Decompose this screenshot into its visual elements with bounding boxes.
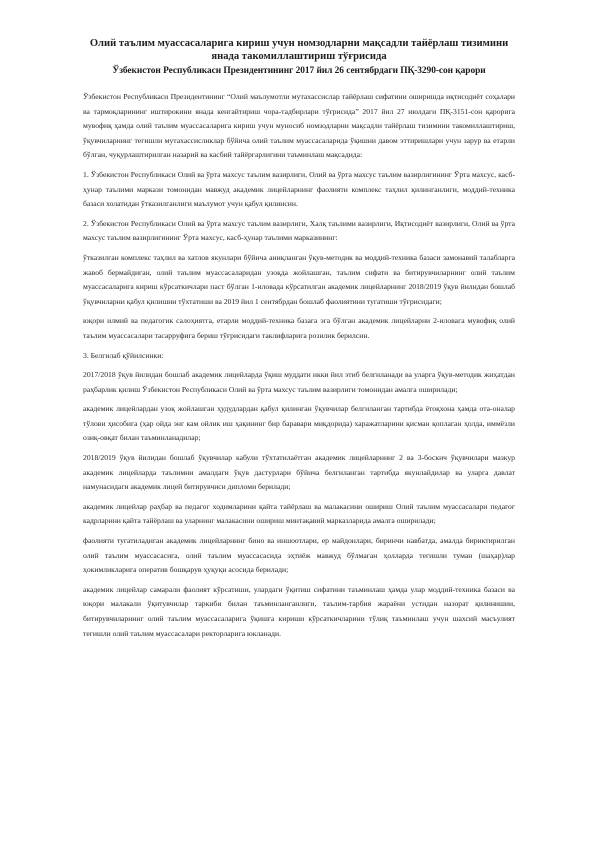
paragraph-item-3-clause-b: академик лицейлардан узоқ жойлашган ҳудудлардан қабул қилинган ўқувчилар белгиланган тартибда ётоқхона ҳамда ота-оналар тўлови ҳисобига (ҳар ойда энг кам ойлик иш ҳақининг бир баравари миқдорида) харажатларини қисман қоплаган ҳолда, иммёзли озиқ-овқат билан таъминланадилар; <box>83 404 515 443</box>
paragraph-item-2: 2. Ўзбекистон Республикаси Олий ва ўрта махсус таълим вазирлиги, Халқ таълими вазирлиги, Иқтисодиёт вазирлиги, Олий ва ўрта махсус таълим вазирлигининг Ўрта махсус, касб-ҳунар таълими марказининг: <box>83 218 515 243</box>
document-subtitle: Ўзбекистон Республикаси Президентининг 2017 йил 26 сентябрдаги ПҚ-3290-сон қарори <box>112 66 486 76</box>
paragraph-preamble: Ўзбекистон Республикаси Президентининг “Олий маълумотли мутахассислар тайёрлаш сифатини оширишда иқтисодиёт соҳалари ва тармоқларининг иштирокини янада кенгайтириш чора-тадбирлари тўғрисида” 2017 йил 27 июлдаги ПҚ-3151-сон қарорига мувофиқ ҳамда олий таълим муассасаларига кириш учун муносиб номзодларни мақсадли тайёрлаш тизимини такомиллаштириш, ўқувчиларнинг тегишли мутахассисликлар бўйича олий таълим муассасаларида ўқишни давом эттиришлари учун зарур ва етарли бўлган, чуқурлаштирилган назарий ва касбий тайёргарлигини таъминлаш мақсадида: <box>83 92 515 160</box>
paragraph-item-3-clause-d: академик лицейлар раҳбар ва педагог ходимларини қайта тайёрлаш ва малакасини ошириш Олий таълим муассасалари педагог кадрларини қайта тайёрлаш ва уларнинг малакасини ошириш минтақавий марказларида амалга оширилади; <box>83 501 515 526</box>
paragraph-item-3-clause-a: 2017/2018 ўқув йилидан бошлаб академик лицейларда ўқиш муддати икки йил этиб белгиланади ва уларга ўқув-методик жиҳатдан раҳбарлик қилиш Ўзбекистон Республикаси Олий ва ўрта махсус таълим вазирлиги томонидан амалга оширилади; <box>83 370 515 394</box>
paragraph-item-3-clause-f: академик лицейлар самарали фаолият кўрсатиши, улардаги ўқитиш сифатини таъминлаш ҳамда улар моддий-техника базаси ва юқори малакали ўқитувчилар таркиби билан таъминланганлиги, таълим-тарбия жараёни устидан назорат қилинишии, битирувчиларнинг олий таълим муассасаларига ўқишга кириши кўрсаткичларини тўлиқ таъминлаш учун шахсий масъулият тегишли олий таълим муассасалари ректорларига юкланади. <box>83 584 515 638</box>
paragraph-item-2-clause-a: ўтказилган комплекс таҳлил ва хатлов якунлари бўйича аниқланган ўқув-методик ва моддий-техника базаси замонавий талабларга жавоб бермайдиган, олий таълим муассасаларидан узоқда жойлашган, таълим сифати ва битирувчиларнинг олий таълим муассасаларига кириш кўрсаткичлари паст бўлган 1-иловада кўрсатилган академик лицейларнинг 2018/2019 ўқув йилидан бошлаб ўқувчиларни қабул қилишни тўхтатиши ва 2019 йил 1 сентябрдан бошлаб фаолиятини тугатиши тўғрисидаги; <box>83 252 515 306</box>
paragraph-item-3-clause-e: фаолияти тугатиладиган академик лицейларнинг бино ва иншоотлари, ер майдонлари, биринчи навбатда, амалда бириктирилган олий таълим муассасасига, олий таълим муассасасида эҳтиёж мавжуд бўлмаган ҳолларда тегишли туман (шаҳар)лар ҳокимликларига оператив бошқарув ҳуқуқи асосида берилади; <box>83 536 515 575</box>
document-page <box>83 38 515 646</box>
paragraph-item-3-clause-c: 2018/2019 ўқув йилидан бошлаб ўқувчилар кабули тўхтатилаётган академик лицейларнинг 2 ва 3-боскич ўқувчилари мазкур академик лицейларда таълимни амалдаги ўқув дастурлари бўйича белгиланган тартибда якунлайдилар ва уларга давлат намунасидаги академик лицей битирувчиси дипломи берилади; <box>83 453 515 492</box>
document-title: Олий таълим муассасаларига кириш учун номзодларни мақсадли тайёрлаш тизимини янада такомиллаштириш тўғрисида <box>89 38 509 62</box>
paragraph-item-1: 1. Ўзбекистон Республикаси Олий ва ўрта махсус таълим вазирлиги, Олий ва ўрта махсус таълим вазирлигининг Ўрта махсус, касб-ҳунар таълими маркази томонидан мавжуд академик лицейларнинг фаолияти комплекс таҳлил қилинганлиги, моддий-техника базаси холатидан ўтказилганлиги маълумот учун қабул қилинсин. <box>83 169 515 209</box>
paragraph-item-3: 3. Белгилаб қўйилсинки: <box>83 350 164 360</box>
paragraph-item-2-clause-b: юқори илмий ва педагогик салоҳиятга, етарли моддий-техника базага эга бўлган академик лицейларни 2-иловага мувофиқ олий таълим муассасалари тасарруфига бериш тўғрисидаги таклифларига розилик берилсин. <box>83 316 515 340</box>
